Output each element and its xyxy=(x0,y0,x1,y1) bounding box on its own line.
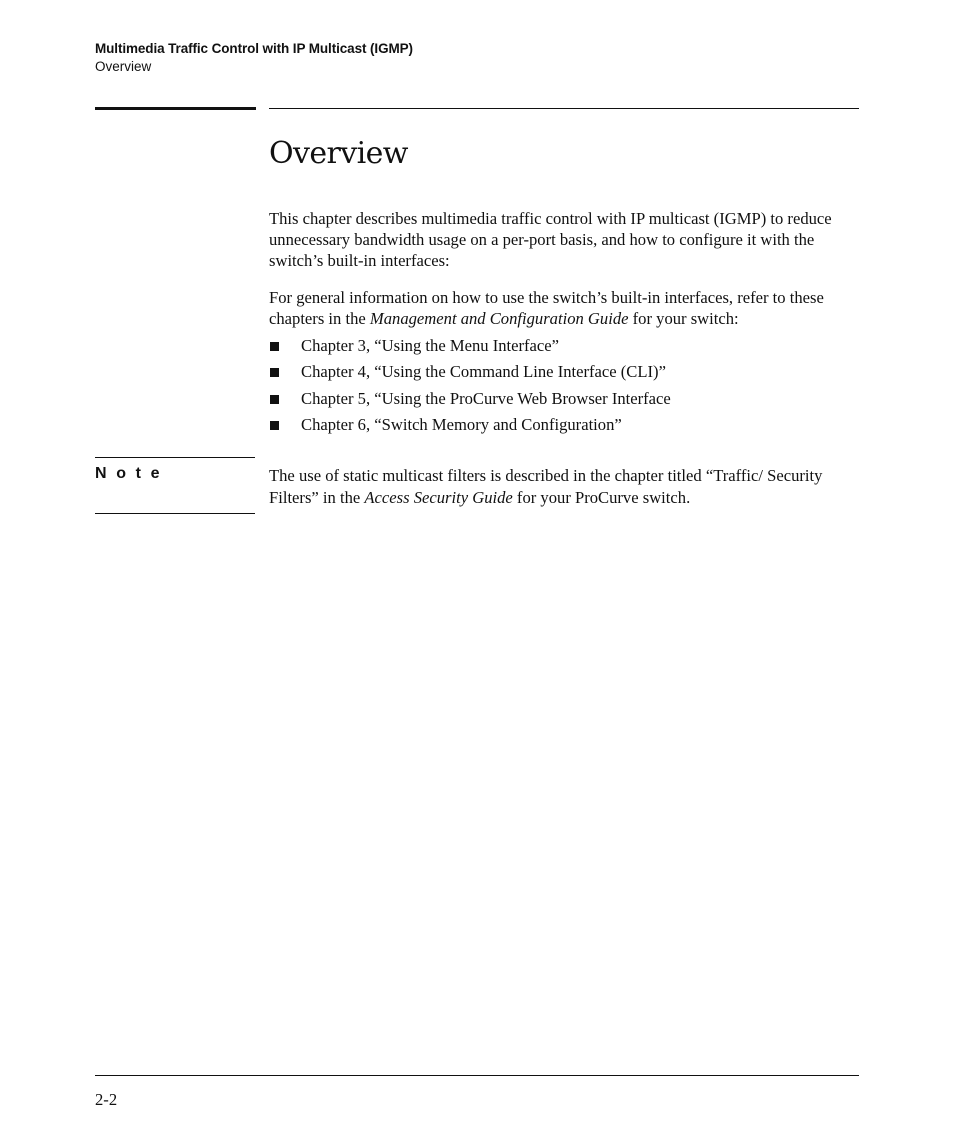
running-head-chapter: Multimedia Traffic Control with IP Multicast (IGMP) xyxy=(95,41,413,56)
running-head-section: Overview xyxy=(95,59,152,74)
bullet-square-icon xyxy=(270,421,279,430)
list-item-text: Chapter 3, “Using the Menu Interface” xyxy=(301,336,560,355)
reference-guide-title: Management and Configuration Guide xyxy=(369,309,629,328)
list-item xyxy=(269,335,671,361)
list-item-text: Chapter 6, “Switch Memory and Configuration” xyxy=(301,414,622,434)
header-rule-left xyxy=(95,107,256,110)
note-label: N o t e xyxy=(95,465,163,482)
footer-rule xyxy=(95,1075,859,1076)
note-text xyxy=(269,465,859,509)
list-item-text: Chapter 4, “Using the Command Line Interface (CLI)” xyxy=(301,362,666,382)
list-item xyxy=(269,361,671,387)
bullet-square-icon xyxy=(270,368,279,377)
note-rule-bottom xyxy=(95,513,255,514)
page-number: 2-2 xyxy=(95,1090,118,1109)
page-title: Overview xyxy=(269,136,408,171)
list-item-text: Chapter 5, “Using the ProCurve Web Browser Interface xyxy=(301,388,671,408)
header-rule-right xyxy=(269,108,859,109)
list-item xyxy=(269,414,671,440)
bullet-square-icon xyxy=(270,342,279,351)
reference-text-after: for your switch: xyxy=(628,309,739,328)
bullet-square-icon xyxy=(270,395,279,404)
reference-paragraph xyxy=(269,287,859,329)
chapter-list xyxy=(269,335,671,440)
note-text-after: for your ProCurve switch. xyxy=(512,488,691,507)
note-rule-top xyxy=(95,457,255,458)
intro-paragraph: This chapter describes multimedia traffic control with IP multicast (IGMP) to reduce unnecessary bandwidth usage on a per-port basis, and how to configure it with the switch’s built-in interfaces: xyxy=(269,209,832,270)
list-item xyxy=(269,388,671,414)
reference-text-before: For general information on how to use the switch’s built-in interfaces, refer to these chapters in the xyxy=(269,288,824,328)
note-text-before: The use of static multicast filters is described in the chapter titled “Traffic/ Security Filters” in the xyxy=(269,466,823,507)
running-head xyxy=(95,40,413,76)
note-guide-title: Access Security Guide xyxy=(364,488,513,507)
